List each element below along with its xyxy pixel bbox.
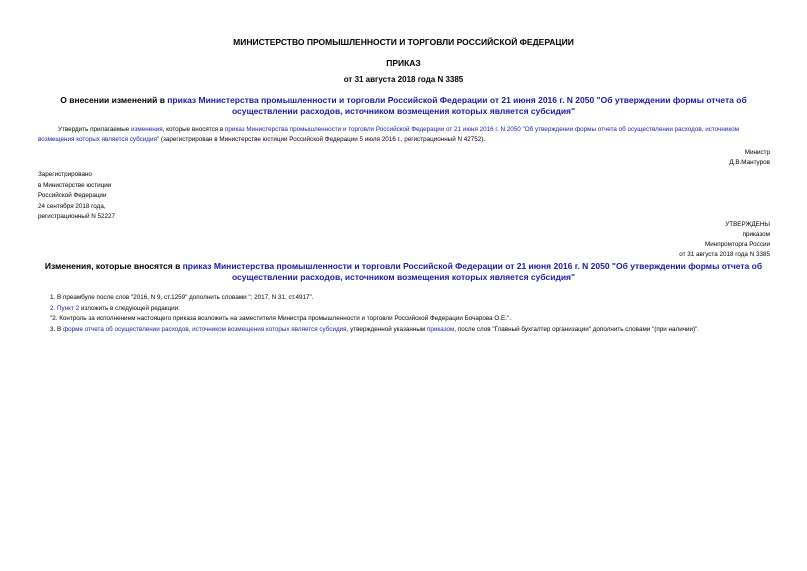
changes-title [30, 261, 777, 283]
change-item-2-quote: "2. Контроль за исполнением настоящего приказа возложить на заместителя Министра промышленности и торговли Российской Федерации Бочарова О.Е.". [50, 315, 511, 323]
approval-line: Минпромторга России [705, 241, 770, 248]
preamble-order-link[interactable]: приказ Министерства промышленности и торговли Российской Федерации от 21 июня 2016 г. N 2050 "Об утверждении формы отчета об осуществлении расходов, источником возмещения которых является субсидия" [38, 126, 739, 143]
changes-title-order-link[interactable]: приказ Министерства промышленности и торговли Российской Федерации от 21 июня 2016 г. N 2050 "Об утверждении формы отчета об осуществлении расходов, источником возмещения которых является субсидия" [182, 261, 763, 282]
registration-number: регистрационный N 52227 [38, 213, 116, 220]
changes-link[interactable]: изменения [131, 126, 163, 133]
change-item-2 [38, 304, 773, 315]
preamble-text-2: , которые вносятся в [162, 126, 226, 133]
change-item-1: 1. В преамбуле после слов "2016, N 9, ст.1259" дополнить словами "; 2017, N 31, ст.4917". [50, 294, 314, 301]
registration-block [38, 170, 115, 223]
preamble-text-1: Утвердить прилагаемые [58, 126, 131, 133]
item-3-text-1: 3. В [50, 326, 63, 334]
doc-date-number: от 31 августа 2018 года N 3385 [343, 75, 464, 84]
registration-line: в Министерстве юстиции [38, 181, 112, 189]
item-3-text-3: , после слов "Главный бухгалтер организации" дополнить словами "(при наличии)". [454, 326, 700, 334]
registration-date: 24 сентября 2018 года, [38, 202, 106, 210]
signer-position: Министр [744, 149, 770, 156]
item-2-link[interactable]: 2. Пункт 2 [50, 304, 80, 312]
item-3-text-2: , утвержденной указанным [346, 326, 427, 334]
item-2-text: изложить в следующей редакции: [79, 304, 180, 312]
changes-list [38, 293, 773, 336]
registration-line: Зарегистрировано [38, 171, 92, 178]
approval-line: УТВЕРЖДЕНЫ [725, 221, 770, 228]
preamble-text-3: (зарегистрирован в Министерстве юстиции Российской Федерации 5 июля 2016 г., регистрационный N 42752). [159, 136, 486, 143]
approval-line: приказом [742, 231, 770, 238]
document-title [30, 95, 777, 117]
doc-type-heading: ПРИКАЗ [386, 58, 421, 68]
item-3-order-link[interactable]: приказом [426, 326, 455, 334]
registration-line: Российской Федерации [38, 192, 107, 199]
title-order-link[interactable]: приказ Министерства промышленности и торговли Российской Федерации от 21 июня 2016 г. N 2050 "Об утверждении формы отчета об осуществлении расходов, источником возмещения которых является субсидия" [167, 95, 747, 116]
approval-date: от 31 августа 2018 года N 3385 [679, 251, 770, 258]
ministry-heading: МИНИСТЕРСТВО ПРОМЫШЛЕННОСТИ И ТОРГОВЛИ РОССИЙСКОЙ ФЕДЕРАЦИИ [233, 37, 574, 47]
item-3-form-link[interactable]: форме отчета об осуществлении расходов, источником возмещения которых является субсидия [62, 326, 347, 334]
preamble-paragraph [38, 125, 773, 145]
change-item-3 [38, 325, 773, 336]
signature-block [729, 148, 770, 168]
approval-block [679, 220, 770, 260]
signer-name: Д.В.Мантуров [729, 159, 770, 166]
title-prefix: О внесении изменений в [60, 95, 168, 105]
changes-title-prefix: Изменения, которые вносятся в [44, 261, 183, 271]
